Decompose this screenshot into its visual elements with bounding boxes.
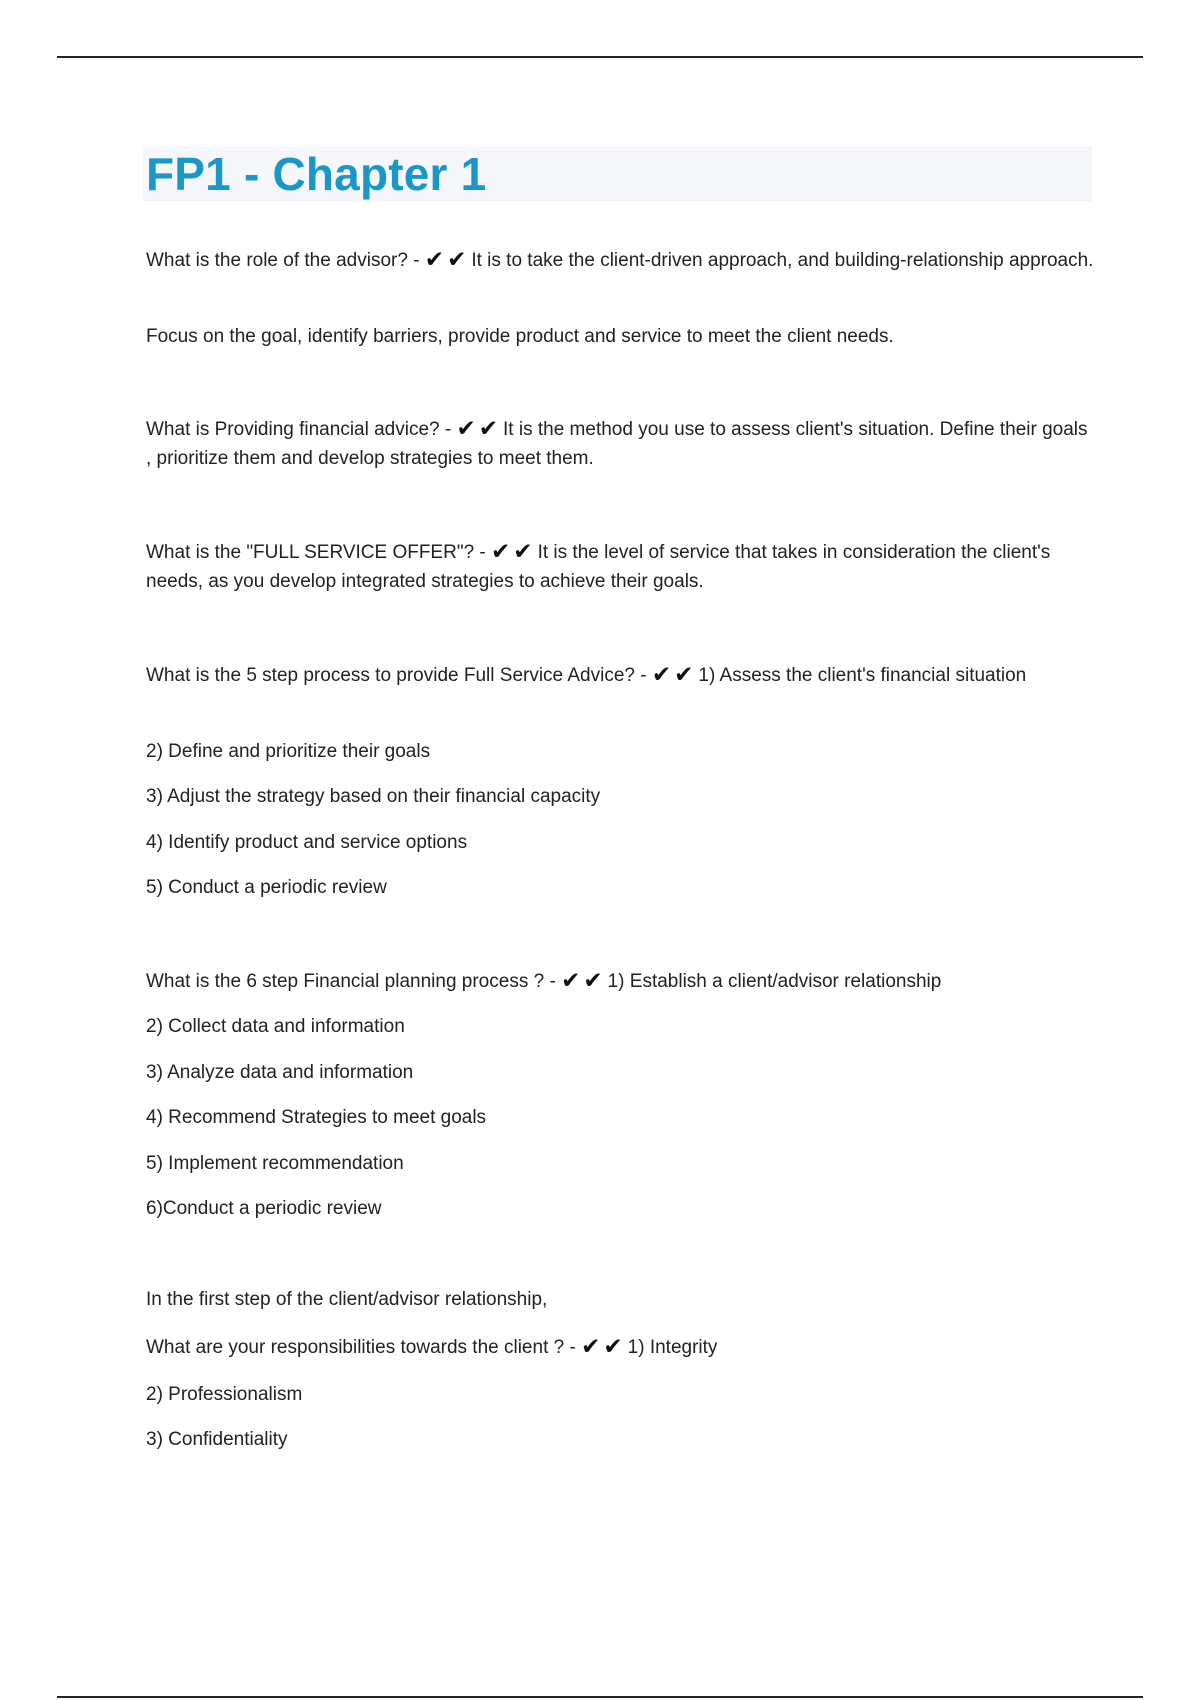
question-text: What is Providing financial advice? - [146,419,452,440]
question-text: What is the 5 step process to provide Full Service Advice? - [146,665,647,686]
top-rule [57,56,1143,58]
qa-six-step-planning-process [146,967,1096,996]
qa-five-step-process [146,661,1096,690]
answer-text: It is the level of service that takes in consideration the client's needs, as you develop integrated strategies to achieve their goals. [146,542,1051,592]
check-mark-icon: ✔✔ [651,661,697,687]
list-item: 4) Recommend Strategies to meet goals [146,1107,487,1128]
qa-responsibilities [146,1333,1096,1362]
check-mark-icon: ✔✔ [491,538,536,564]
list-item: 2) Professionalism [146,1384,303,1405]
list-item: 2) Define and prioritize their goals [146,741,431,762]
check-mark-icon: ✔✔ [561,967,606,993]
list-item: 5) Implement recommendation [146,1153,404,1174]
list-item: 5) Conduct a periodic review [146,877,387,898]
list-item: 3) Analyze data and information [146,1062,414,1083]
list-item: 6)Conduct a periodic review [146,1198,382,1219]
qa-full-service-offer [146,538,1096,596]
check-mark-icon: ✔✔ [456,415,502,441]
list-item: 3) Adjust the strategy based on their financial capacity [146,786,601,807]
list-item: 2) Collect data and information [146,1016,405,1037]
answer-text: It is to take the client-driven approach, and building-relationship approach. [471,250,1094,271]
check-mark-icon: ✔✔ [581,1333,626,1359]
paragraph: In the first step of the client/advisor relationship, [146,1289,548,1310]
answer-text: It is the method you use to assess client's situation. Define their goals , prioritize them and develop strategies to meet them. [146,419,1088,469]
check-mark-icon: ✔✔ [424,246,470,272]
question-text: What is the 6 step Financial planning process ? - [146,971,556,992]
answer-text: 1) Assess the client's financial situation [698,665,1027,686]
list-item: 4) Identify product and service options [146,832,468,853]
page-title: FP1 - Chapter 1 [146,148,487,200]
question-text: What is the role of the advisor? - [146,250,420,271]
bottom-rule [57,1696,1143,1698]
answer-text: 1) Integrity [627,1337,718,1358]
question-text: What are your responsibilities towards the client ? - [146,1337,576,1358]
answer-text: 1) Establish a client/advisor relationship [607,971,942,992]
qa-role-of-advisor [146,246,1096,275]
qa-providing-financial-advice [146,415,1096,473]
question-text: What is the "FULL SERVICE OFFER"? - [146,542,486,563]
paragraph: Focus on the goal, identify barriers, provide product and service to meet the client needs. [146,326,894,347]
list-item: 3) Confidentiality [146,1429,288,1450]
